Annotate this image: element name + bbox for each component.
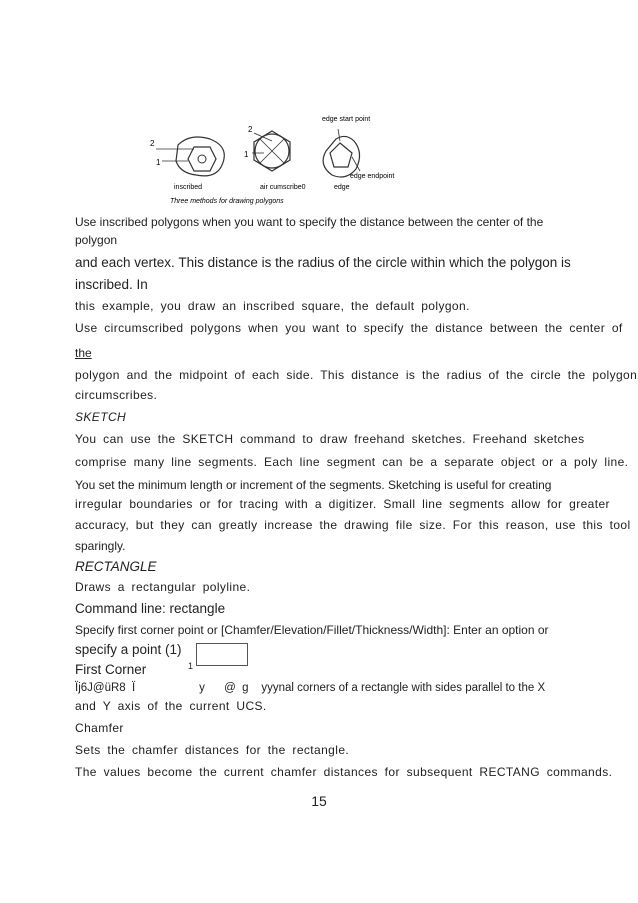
paragraph-line: and each vertex. This distance is the radius of the circle within which the polygon is xyxy=(75,255,571,270)
paragraph-line: irregular boundaries or for tracing with a digitizer. Small line segments allow for greater xyxy=(75,497,610,511)
section-heading-chamfer: Chamfer xyxy=(75,721,124,735)
paragraph-line: and Y axis of the current UCS. xyxy=(75,699,267,713)
paragraph-line: Draws a rectangular polyline. xyxy=(75,580,251,594)
paragraph-line: First Corner xyxy=(75,662,147,677)
paragraph-line: inscribed. In xyxy=(75,277,148,292)
paragraph-line: comprise many line segments. Each line segment can be a separate object or a poly line. xyxy=(75,455,629,469)
paragraph-line: specify a point (1) xyxy=(75,642,182,657)
page-number: 15 xyxy=(311,793,327,809)
paragraph-line: You can use the SKETCH command to draw freehand sketches. Freehand sketches xyxy=(75,432,585,446)
paragraph-line: Command line: rectangle xyxy=(75,601,226,616)
label-edge: edge xyxy=(334,184,350,191)
section-heading-sketch: SKETCH xyxy=(75,410,127,424)
section-heading-rectangle: RECTANGLE xyxy=(75,559,157,574)
paragraph-line: sparingly. xyxy=(75,539,126,553)
label-inscribed: inscribed xyxy=(174,184,203,191)
rectangle-corner-label: 1 xyxy=(188,661,194,671)
label-1-inscribed: 1 xyxy=(156,158,161,167)
paragraph-line: Use circumscribed polygons when you want to specify the distance between the center of xyxy=(75,321,623,335)
paragraph-line: Sets the chamfer distances for the rectangle. xyxy=(75,743,350,757)
label-2-inscribed: 2 xyxy=(150,139,155,148)
rectangle-example-figure xyxy=(196,643,248,666)
label-2-circumscribed: 2 xyxy=(248,125,253,134)
paragraph-line: Ïj6J@üR8 Ï y @ g yyynal corners of a rectangle with sides parallel to the X xyxy=(75,682,546,694)
polygon-methods-diagram xyxy=(140,115,395,210)
polygon-methods-figure xyxy=(140,115,395,210)
paragraph-line: polygon and the midpoint of each side. This distance is the radius of the circle the polygon xyxy=(75,368,638,382)
paragraph-line: Specify first corner point or [Chamfer/Elevation/Fillet/Thickness/Width]: Enter an option or xyxy=(75,623,549,637)
paragraph-line: You set the minimum length or increment of the segments. Sketching is useful for creating xyxy=(75,478,552,492)
paragraph-line: circumscribes. xyxy=(75,388,158,402)
label-edge-endpoint: edge endpoint xyxy=(350,173,395,180)
paragraph-line: accuracy, but they can greatly increase the drawing file size. For this reason, use this tool xyxy=(75,518,631,532)
paragraph-line: this example, you draw an inscribed square, the default polygon. xyxy=(75,299,470,313)
label-circumscribed: air cumscribe0 xyxy=(260,184,306,191)
paragraph-line: the xyxy=(75,346,92,360)
figure-caption: Three methods for drawing polygons xyxy=(170,198,284,205)
paragraph-line: Use inscribed polygons when you want to specify the distance between the center of the xyxy=(75,215,544,229)
label-1-circumscribed: 1 xyxy=(244,150,249,159)
paragraph-line: The values become the current chamfer distances for subsequent RECTANG commands. xyxy=(75,765,613,779)
paragraph-line: polygon xyxy=(75,233,118,247)
label-edge-start-point: edge start point xyxy=(322,116,371,123)
